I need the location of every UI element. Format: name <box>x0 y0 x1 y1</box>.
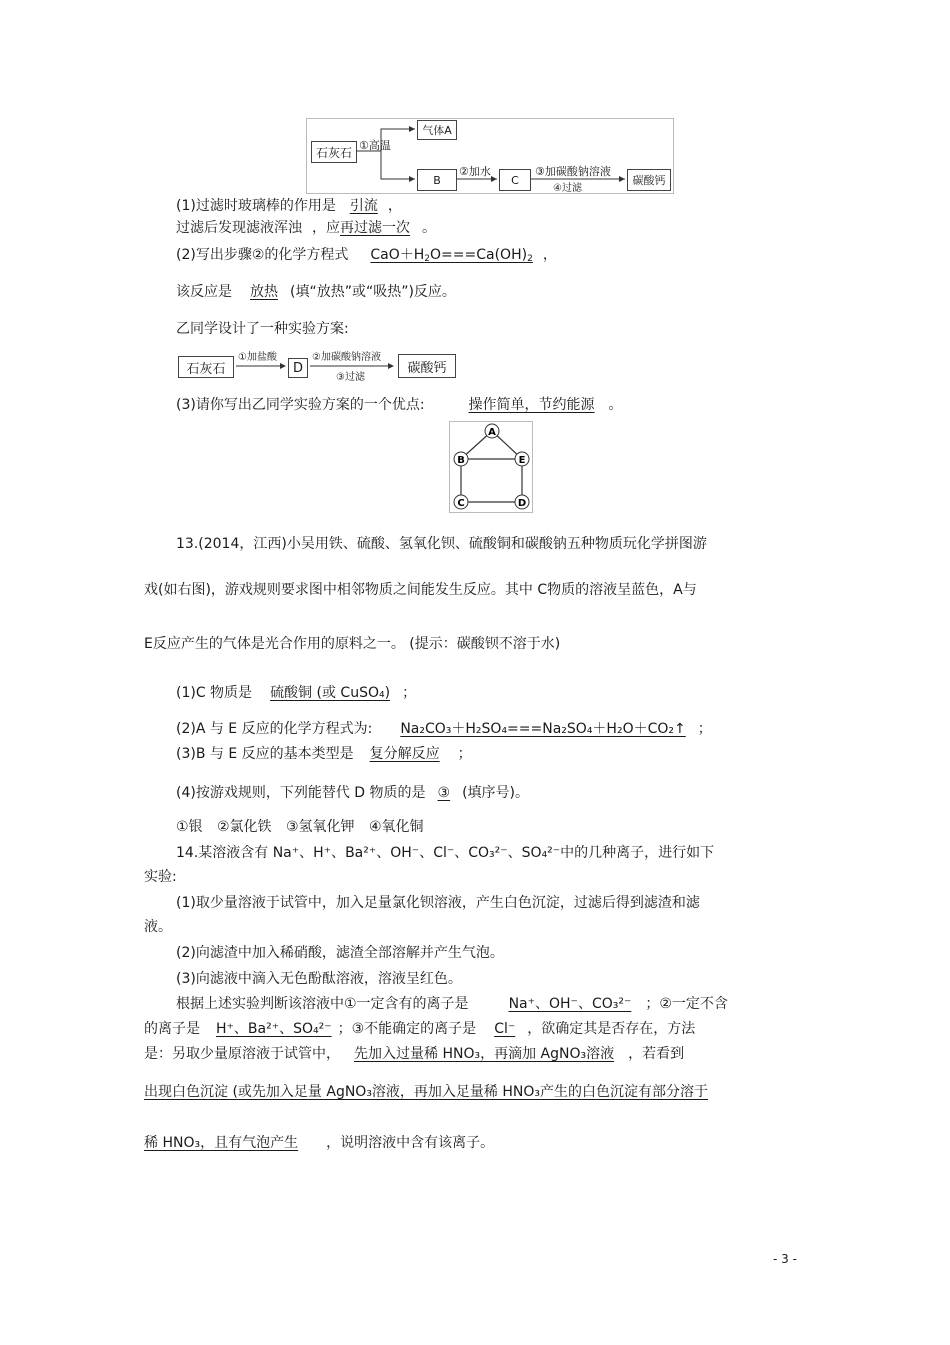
q13-line3: E反应产生的气体是光合作用的原料之一。 (提示：碳酸钡不溶于水) <box>144 636 561 652</box>
q13-line2: 戏(如右图)，游戏规则要求图中相邻物质之间能发生反应。其中 C物质的溶液呈蓝色，A与 <box>144 582 697 598</box>
step2-label: ②加水 <box>459 165 491 178</box>
q12-part1b: 过滤后发现滤液浑浊 ，应再过滤一次 。 <box>176 220 436 236</box>
step1-label-2: ①加盐酸 <box>238 352 277 363</box>
node-e: E <box>518 455 526 466</box>
q12-part2: (2)写出步骤②的化学方程式 $CaO+H_2O===Ca(OH)_2$ ， <box>176 247 557 264</box>
q13-part3: (3)B 与 E 反应的基本类型是 复分解反应 ； <box>176 746 472 762</box>
b-box: B <box>417 169 457 191</box>
puzzle-graph-edges <box>450 422 532 512</box>
node-c: C <box>457 498 465 509</box>
q14-step3: (3)向滤液中滴入无色酚酞溶液，溶液呈红色。 <box>176 971 462 987</box>
process-diagram-1 <box>306 118 674 194</box>
q14-conclusion3: 是：另取少量原溶液于试管中， 先加入过量稀 HNO₃，再滴加 AgNO₃溶液 ，若看到 <box>144 1046 685 1062</box>
q14-step2: (2)向滤渣中加入稀硝酸，滤渣全部溶解并产生气泡。 <box>176 945 504 961</box>
q14-step1: (1)取少量溶液于试管中，加入足量氯化钡溶液，产生白色沉淀，过滤后得到滤渣和滤 <box>176 895 700 911</box>
q14-conclusion5: 稀 HNO₃，且有气泡产生 ，说明溶液中含有该离子。 <box>144 1135 495 1151</box>
yi-intro: 乙同学设计了一种实验方案: <box>176 321 349 337</box>
q13-part4: (4)按游戏规则，下列能替代 D 物质的是 ③ (填序号)。 <box>176 785 530 801</box>
step3-label: ③加碳酸钠溶液 <box>535 165 611 178</box>
q13-line1: 13.(2014，江西)小吴用铁、硫酸、氢氧化钡、硫酸铜和碳酸钠五种物质玩化学拼图游 <box>176 536 707 552</box>
diagram-1-arrows <box>307 119 673 193</box>
node-a: A <box>488 427 496 438</box>
gas-a-box: 气体A <box>417 120 457 140</box>
puzzle-graph <box>449 421 533 513</box>
q13-part1: (1)C 物质是 硫酸铜 (或 CuSO₄) ； <box>176 685 417 701</box>
q14-conclusion1: 根据上述实验判断该溶液中①一定含有的离子是 Na⁺、OH⁻、CO₃²⁻ ；②一定不含 <box>176 996 728 1012</box>
node-b: B <box>457 455 465 466</box>
q14-line1: 14.某溶液含有 Na⁺、H⁺、Ba²⁺、OH⁻、Cl⁻、CO₃²⁻、SO₄²⁻中的几种离子，进行如下 <box>176 845 715 861</box>
q13-options: ①银 ②氯化铁 ③氢氧化钾 ④氧化铜 <box>176 819 424 835</box>
limestone-box-2: 石灰石 <box>178 356 234 378</box>
q12-part3: (3)请你写出乙同学实验方案的一个优点: 操作简单，节约能源 。 <box>176 397 623 413</box>
step4-label: ④过滤 <box>553 183 582 194</box>
q14-step1b: 液。 <box>144 919 172 935</box>
q14-line2: 实验: <box>144 869 177 885</box>
q14-conclusion4: 出现白色沉淀 (或先加入足量 AgNO₃溶液，再加入足量稀 HNO₃产生的白色沉淀有部分溶于 <box>144 1084 709 1100</box>
c-box: C <box>499 169 531 191</box>
d-box: D <box>288 358 308 378</box>
process-diagram-2 <box>176 344 466 383</box>
step3-label-2: ③过滤 <box>336 372 365 383</box>
product-box: 碳酸钙 <box>627 169 671 191</box>
limestone-box: 石灰石 <box>311 141 357 163</box>
q12-part2b: 该反应是 放热 (填“放热”或“吸热”)反应。 <box>176 284 456 300</box>
step2-label-2: ②加碳酸钠溶液 <box>312 352 381 363</box>
node-d: D <box>517 498 527 509</box>
q12-part1: (1)过滤时玻璃棒的作用是 引流 ， <box>176 198 402 214</box>
q14-conclusion2: 的离子是 H⁺、Ba²⁺、SO₄²⁻ ；③不能确定的离子是 Cl⁻ ，欲确定其是否存在，方法 <box>144 1021 696 1037</box>
page-number: - 3 - <box>773 1252 797 1266</box>
q13-part2: (2)A 与 E 反应的化学方程式为: Na₂CO₃＋H₂SO₄===Na₂SO₄＋H₂O＋CO₂↑ ； <box>176 721 712 737</box>
step1-label: ①高温 <box>359 139 391 152</box>
product-box-2: 碳酸钙 <box>398 354 456 378</box>
